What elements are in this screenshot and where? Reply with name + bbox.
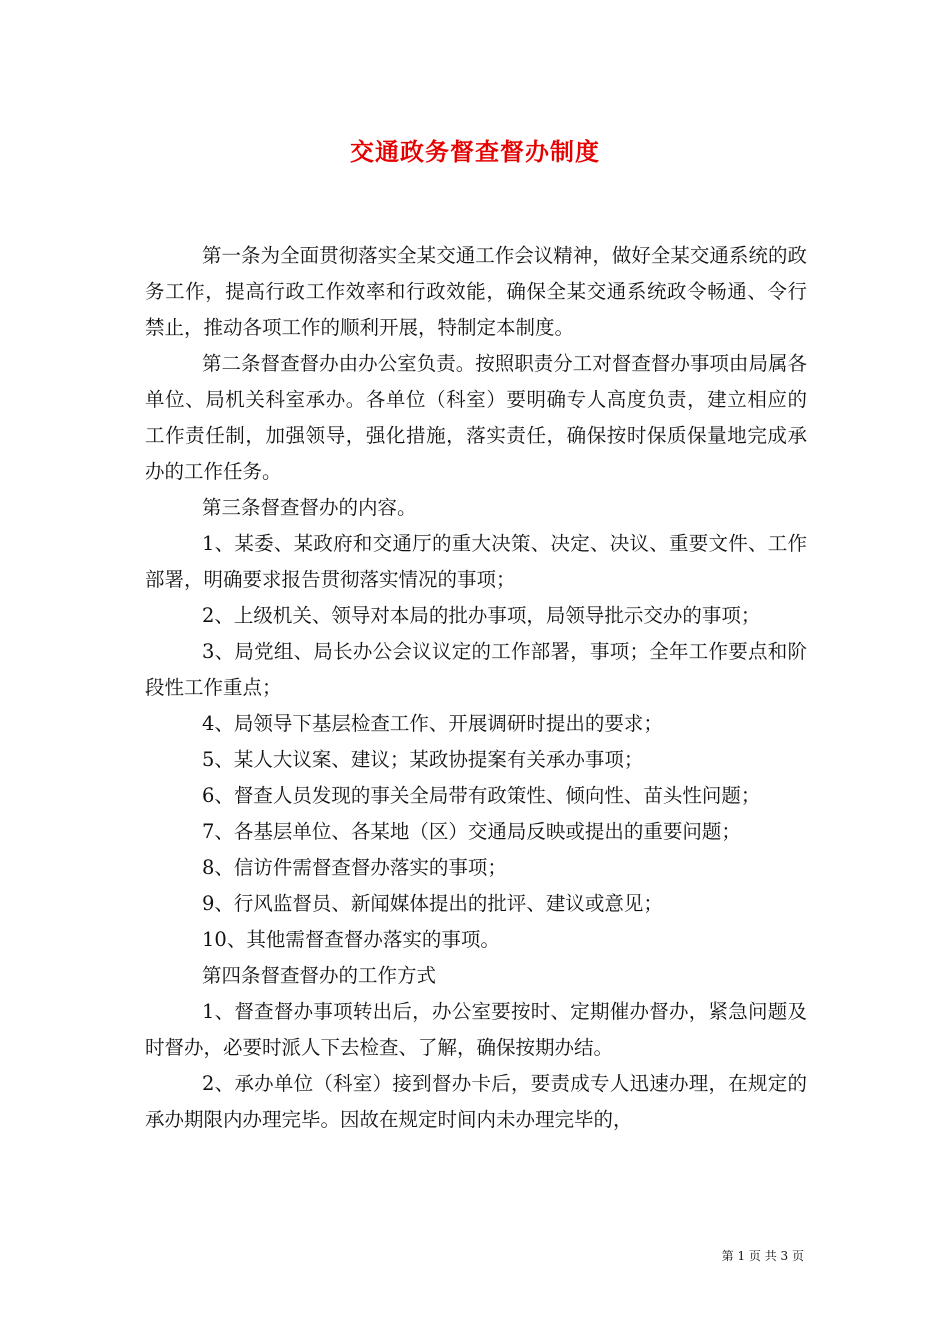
page-number: 第 1 页 共 3 页 bbox=[721, 1249, 804, 1263]
paragraph-article-4: 第四条督查督办的工作方式 bbox=[202, 964, 437, 987]
list-item-9: 9、行风监督员、新闻媒体提出的批评、建议或意见； bbox=[202, 892, 663, 915]
paragraph-article-1: 第一条为全面贯彻落实全某交通工作会议精神，做好全某交通系统的政务工作，提高行政工作效率和行政效能，确保全某交通系统政令畅通、令行禁止，推动各项工作的顺利开展，特制定本制度。 bbox=[145, 244, 807, 339]
document-title: 交通政务督查督办制度 bbox=[350, 137, 600, 166]
list-item-4: 4、局领导下基层检查工作、开展调研时提出的要求； bbox=[202, 712, 663, 735]
list-item-7: 7、各基层单位、各某地（区）交通局反映或提出的重要问题； bbox=[202, 820, 741, 843]
list-item-10: 10、其他需督查督办落实的事项。 bbox=[202, 928, 500, 951]
list-item-5: 5、某人大议案、建议；某政协提案有关承办事项； bbox=[202, 748, 644, 771]
document-body bbox=[145, 238, 807, 1138]
method-item-2: 2、承办单位（科室）接到督办卡后，要责成专人迅速办理，在规定的承办期限内办理完毕。因故在规定时间内未办理完毕的， bbox=[145, 1072, 807, 1131]
list-item-1: 1、某委、某政府和交通厅的重大决策、决定、决议、重要文件、工作部署，明确要求报告贯彻落实情况的事项； bbox=[145, 532, 807, 591]
paragraph-article-2: 第二条督查督办由办公室负责。按照职责分工对督查督办事项由局属各单位、局机关科室承办。各单位（科室）要明确专人高度负责，建立相应的工作责任制，加强领导，强化措施，落实责任，确保按时保质保量地完成承办的工作任务。 bbox=[145, 352, 807, 483]
list-item-6: 6、督查人员发现的事关全局带有政策性、倾向性、苗头性问题； bbox=[202, 784, 761, 807]
method-item-1: 1、督查督办事项转出后，办公室要按时、定期催办督办，紧急问题及时督办，必要时派人下去检查、了解，确保按期办结。 bbox=[145, 1000, 807, 1059]
list-item-8: 8、信访件需督查督办落实的事项； bbox=[202, 856, 507, 879]
list-item-3: 3、局党组、局长办公会议议定的工作部署，事项；全年工作要点和阶段性工作重点； bbox=[145, 640, 807, 699]
paragraph-article-3: 第三条督查督办的内容。 bbox=[202, 496, 417, 519]
list-item-2: 2、上级机关、领导对本局的批办事项，局领导批示交办的事项； bbox=[202, 604, 761, 627]
